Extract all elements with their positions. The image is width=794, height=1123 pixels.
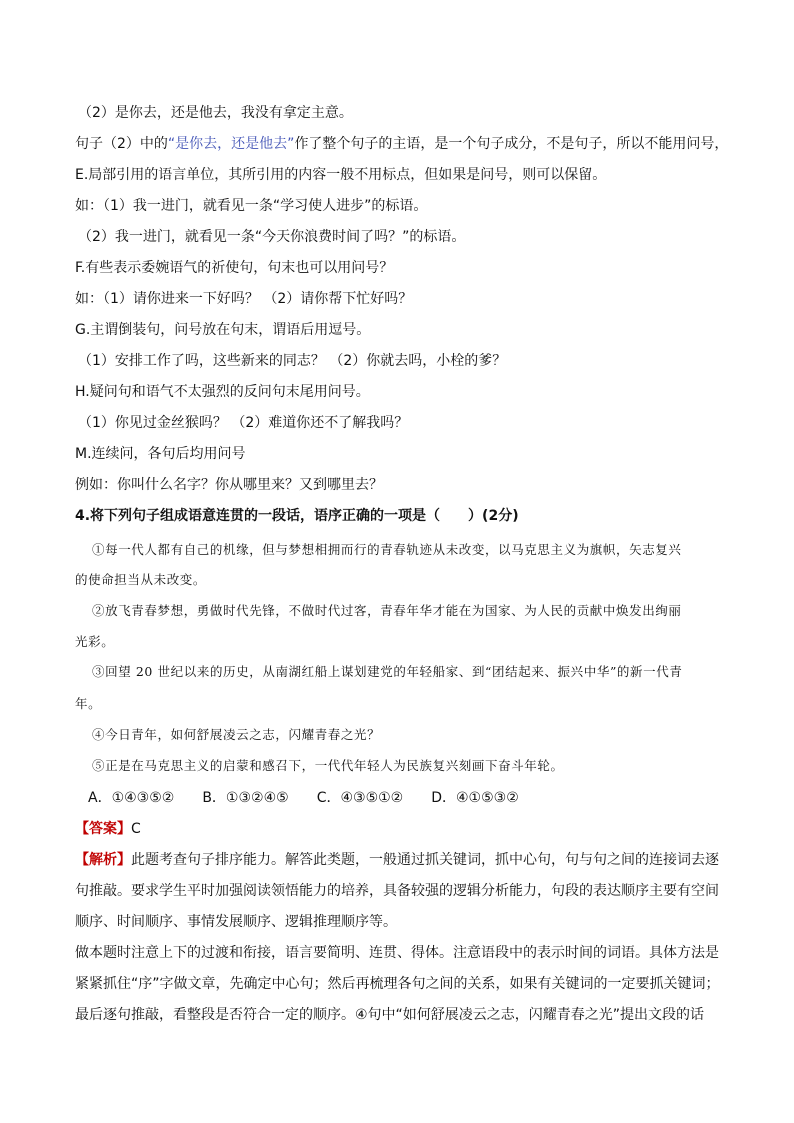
analysis-line-1: [75, 851, 719, 869]
answer-line: [75, 820, 141, 838]
explanation-rest: 作了整个句子的主语，是一个句子成分，不是句子，所以不能用问号，: [294, 136, 729, 152]
rule-h: H.疑问句和语气不太强烈的反问句末尾用问号。: [75, 384, 370, 400]
answer-label: 【答案】: [75, 821, 131, 837]
question-title: 4.将下列句子组成语意连贯的一段话，语序正确的一项是（ ）(2分): [75, 508, 519, 524]
explanation-prefix: 句子（2）中的: [75, 136, 168, 152]
analysis-line-4: 做本题时注意上下的过渡和衔接，语言要简明、连贯、得体。注意语段中的表示时间的词语。具体方法是: [75, 945, 719, 961]
analysis-line-3: 顺序、时间顺序、事情发展顺序、逻辑推理顺序等。: [75, 914, 397, 930]
rule-g-examples: （1）安排工作了吗，这些新来的同志？ （2）你就去吗，小栓的爹？: [78, 353, 507, 369]
rule-e-example-2: （2）我一进门，就看见一条“今天你浪费时间了吗？”的标语。: [78, 229, 466, 245]
sentence-2-line-2: 光彩。: [75, 634, 115, 649]
rule-f-examples: 如：（1）请你进来一下好吗？ （2）请你帮下忙好吗？: [75, 291, 413, 307]
sentence-3-line-2: 年。: [75, 696, 102, 711]
sentence-3-line-1: ③回望 20 世纪以来的历史，从南湖红船上谋划建党的年轻船家、到“团结起来、振兴中华”的新一代青: [92, 664, 683, 679]
rule-m: M.连续问，各句后均用问号: [75, 446, 246, 462]
quoted-subject: “是你去，还是他去”: [167, 136, 295, 152]
analysis-line-5: 紧紧抓住“序”字做文章，先确定中心句；然后再梳理各句之间的关系，如果有关键词的一定要抓关键词；: [75, 976, 720, 992]
analysis-text-1: 此题考查句子排序能力。解答此类题，一般通过抓关键词，抓中心句，句与句之间的连接词去逐: [131, 852, 719, 868]
rule-f: F.有些表示委婉语气的祈使句，句末也可以用问号？: [75, 260, 394, 276]
analysis-line-6: 最后逐句推敲，看整段是否符合一定的顺序。④句中“如何舒展凌云之志，闪耀青春之光”提出文段的话: [75, 1007, 705, 1023]
sentence-5: ⑤正是在马克思主义的启蒙和感召下，一代代年轻人为民族复兴刻画下奋斗年轮。: [92, 758, 564, 773]
answer-options: A．①④③⑤② B．①③②④⑤ C．④③⑤①② D．④①⑤③②: [88, 790, 519, 806]
rule-e-example-1: 如：（1）我一进门，就看见一条“学习使人进步”的标语。: [75, 198, 428, 214]
sentence-4: ④今日青年，如何舒展凌云之志，闪耀青春之光？: [92, 727, 381, 742]
answer-value: C: [131, 821, 141, 837]
example-2-sentence: （2）是你去，还是他去，我没有拿定主意。: [78, 105, 353, 121]
sentence-1-line-1: ①每一代人都有自己的机缘，但与梦想相拥而行的青春轨迹从未改变，以马克思主义为旗帜，矢志复兴: [92, 542, 682, 557]
analysis-label: 【解析】: [75, 852, 131, 868]
rule-e: E.局部引用的语言单位，其所引用的内容一般不用标点，但如果是问号，则可以保留。: [75, 167, 607, 183]
rule-h-examples: （1）你见过金丝猴吗？ （2）难道你还不了解我吗？: [78, 415, 409, 431]
rule-g: G.主谓倒装句，问号放在句末，谓语后用逗号。: [75, 322, 371, 338]
analysis-line-2: 句推敲。要求学生平时加强阅读领悟能力的培养，具备较强的逻辑分析能力，句段的表达顺序主要有空间: [75, 883, 719, 899]
explanation-line: [75, 135, 728, 153]
sentence-2-line-1: ②放飞青春梦想，勇做时代先锋，不做时代过客，青春年华才能在为国家、为人民的贡献中焕发出绚丽: [92, 603, 682, 618]
rule-m-example: 例如：你叫什么名字？你从哪里来？又到哪里去？: [75, 477, 383, 493]
sentence-1-line-2: 的使命担当从未改变。: [75, 572, 207, 587]
